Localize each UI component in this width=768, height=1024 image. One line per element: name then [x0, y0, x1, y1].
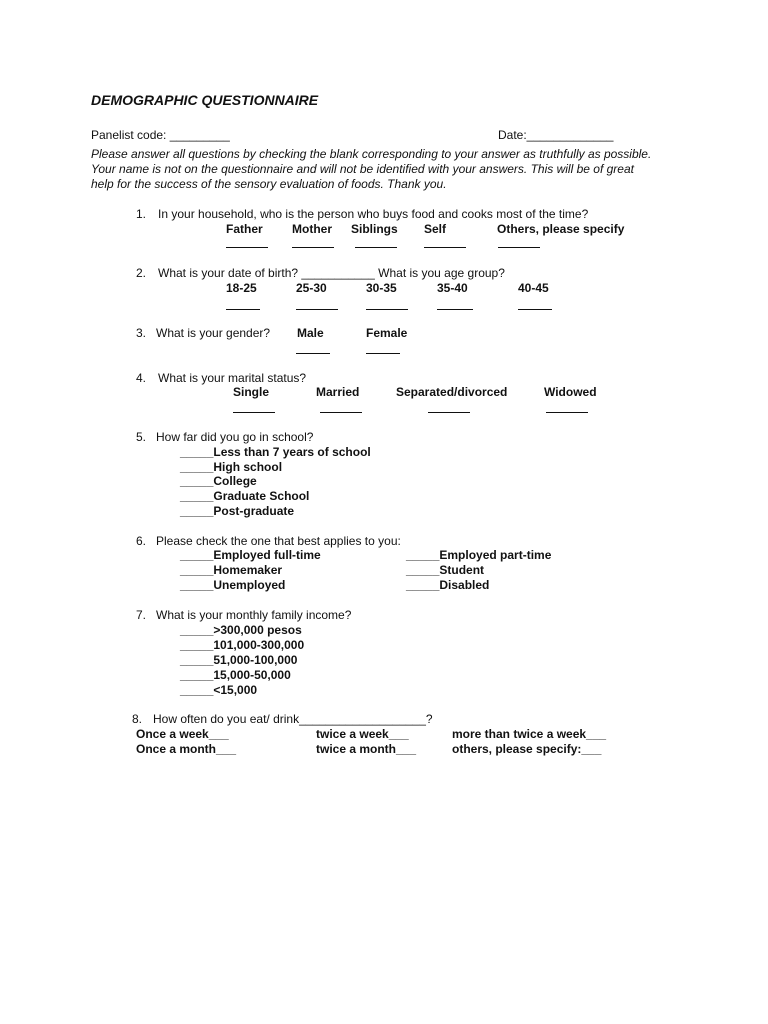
question-number: 4. — [136, 371, 147, 385]
q3-option-female: Female — [366, 326, 408, 340]
q4-option-widowed: Widowed — [544, 385, 597, 399]
q8-option[interactable]: Once a week___ — [136, 727, 229, 741]
answer-blank[interactable] — [518, 309, 552, 310]
q1-option-mother: Mother — [292, 222, 332, 236]
panelist-code-field[interactable]: Panelist code: _________ — [91, 128, 230, 142]
q4-option-separated: Separated/divorced — [396, 385, 508, 399]
q1-option-siblings: Siblings — [351, 222, 398, 236]
question-number: 3. — [136, 326, 147, 340]
answer-blank[interactable] — [320, 412, 362, 413]
q6-option[interactable]: _____Employed full-time — [180, 548, 321, 562]
q7-option[interactable]: _____15,000-50,000 — [180, 668, 291, 682]
question-number: 1. — [136, 207, 147, 221]
q1-option-others: Others, please specify — [497, 222, 625, 236]
question-number: 7. — [136, 608, 147, 622]
question-4-text: What is your marital status? — [158, 371, 307, 385]
question-number: 5. — [136, 430, 147, 444]
answer-blank[interactable] — [226, 309, 260, 310]
answer-blank[interactable] — [296, 353, 330, 354]
q2-option-25-30: 25-30 — [296, 281, 327, 295]
answer-blank[interactable] — [233, 412, 275, 413]
answer-blank[interactable] — [546, 412, 588, 413]
page-title: DEMOGRAPHIC QUESTIONNAIRE — [91, 92, 319, 108]
q6-option[interactable]: _____Employed part-time — [406, 548, 552, 562]
q6-option[interactable]: _____Unemployed — [180, 578, 286, 592]
question-8-text: How often do you eat/ drink___________________? — [153, 712, 433, 726]
q7-option[interactable]: _____>300,000 pesos — [180, 623, 302, 637]
question-7-text: What is your monthly family income? — [156, 608, 352, 622]
q8-option[interactable]: twice a week___ — [316, 727, 409, 741]
question-2-text: What is your date of birth? ___________ What is you age group? — [158, 266, 505, 280]
q7-option[interactable]: _____51,000-100,000 — [180, 653, 298, 667]
q6-option[interactable]: _____Homemaker — [180, 563, 283, 577]
answer-blank[interactable] — [424, 247, 466, 248]
q3-option-male: Male — [297, 326, 324, 340]
q5-option[interactable]: _____Post-graduate — [180, 504, 295, 518]
q5-option[interactable]: _____College — [180, 474, 257, 488]
answer-blank[interactable] — [296, 309, 338, 310]
q5-option[interactable]: _____Less than 7 years of school — [180, 445, 371, 459]
q4-option-single: Single — [233, 385, 270, 399]
q5-option[interactable]: _____Graduate School — [180, 489, 310, 503]
q6-option[interactable]: _____Disabled — [406, 578, 490, 592]
question-3-text: What is your gender? — [156, 326, 271, 340]
question-5-text: How far did you go in school? — [156, 430, 314, 444]
q8-option[interactable]: twice a month___ — [316, 742, 417, 756]
instruction-line: Your name is not on the questionnaire and will not be identified with your answers. This will be of great — [91, 162, 634, 176]
q2-option-18-25: 18-25 — [226, 281, 257, 295]
answer-blank[interactable] — [355, 247, 397, 248]
q2-option-30-35: 30-35 — [366, 281, 397, 295]
q7-option[interactable]: _____101,000-300,000 — [180, 638, 305, 652]
q6-option[interactable]: _____Student — [406, 563, 485, 577]
answer-blank[interactable] — [437, 309, 473, 310]
q2-option-40-45: 40-45 — [518, 281, 549, 295]
q1-option-self: Self — [424, 222, 447, 236]
answer-blank[interactable] — [498, 247, 540, 248]
question-number: 2. — [136, 266, 147, 280]
q2-option-35-40: 35-40 — [437, 281, 468, 295]
answer-blank[interactable] — [292, 247, 334, 248]
answer-blank[interactable] — [428, 412, 470, 413]
instruction-line: help for the success of the sensory evaluation of foods. Thank you. — [91, 177, 447, 191]
q1-option-father: Father — [226, 222, 263, 236]
question-number: 6. — [136, 534, 147, 548]
answer-blank[interactable] — [366, 353, 400, 354]
question-6-text: Please check the one that best applies to you: — [156, 534, 401, 548]
answer-blank[interactable] — [226, 247, 268, 248]
q8-option[interactable]: more than twice a week___ — [452, 727, 607, 741]
question-1-text: In your household, who is the person who buys food and cooks most of the time? — [158, 207, 589, 221]
q4-option-married: Married — [316, 385, 360, 399]
question-number: 8. — [132, 712, 143, 726]
q8-option[interactable]: Once a month___ — [136, 742, 237, 756]
q8-option[interactable]: others, please specify:___ — [452, 742, 602, 756]
answer-blank[interactable] — [366, 309, 408, 310]
q7-option[interactable]: _____<15,000 — [180, 683, 258, 697]
q5-option[interactable]: _____High school — [180, 460, 283, 474]
instruction-line: Please answer all questions by checking the blank corresponding to your answer as truthfully as possible. — [91, 147, 652, 161]
date-field[interactable]: Date:_____________ — [498, 128, 614, 142]
